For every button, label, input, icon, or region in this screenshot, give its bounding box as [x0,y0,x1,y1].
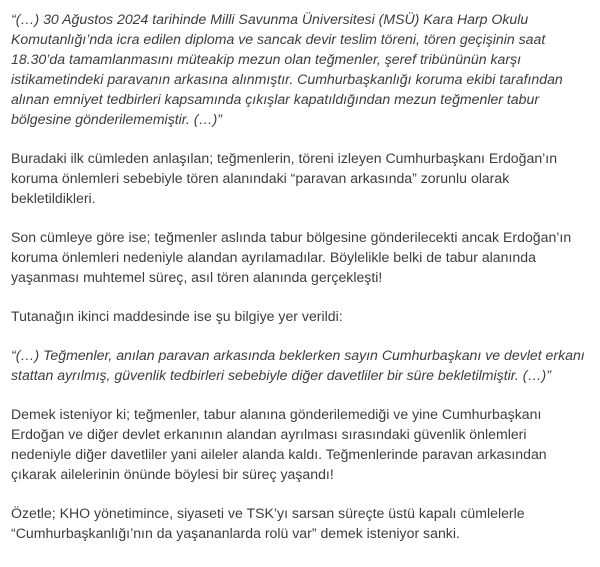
paragraph: Demek isteniyor ki; teğmenler, tabur alanına gönderilemediği ve yine Cumhurbaşkanı Erdoğan ve diğer devlet erkanının alandan ayrılması sırasındaki güvenlik önlemleri nedeniyle diğer davetliler yani aileler alanda kaldı. Teğmenlerinde paravan arkasından çıkarak ailelerinin önünde böylesi bir süreç yaşandı! [11,406,547,482]
paragraph: Son cümleye göre ise; teğmenler aslında tabur bölgesine gönderilecekti ancak Erdoğan’ın koruma önlemleri nedeniyle alandan ayrılamadılar. Böylelikle belki de tabur alanında yaşanması muhtemel süreç, asıl tören alanında gerçekleşti! [11,229,572,285]
paragraph: Özetle; KHO yönetimince, siyaseti ve TSK’yı sarsan süreçte üstü kapalı cümlelerle “Cumhurbaşkanlığı’nın da yaşananlarda rolü var” demek isteniyor sanki. [11,505,525,541]
block-quote: “(…) Teğmenler, anılan paravan arkasında beklerken sayın Cumhurbaşkanı ve devlet erkanı stattan ayrılmış, güvenlik tedbirleri sebebiyle diğer davetliler bir süre bekletilmiştir. (…)” [11,347,585,383]
paragraph: Tutanağın ikinci maddesinde ise şu bilgiye yer verildi: [11,308,343,324]
block-quote: “(…) 30 Ağustos 2024 tarihinde Milli Savunma Üniversitesi (MSÜ) Kara Harp Okulu Komutanlığı’nda icra edilen diploma ve sancak devir teslim töreni, tören geçişinin saat 18.30’da tamamlanmasını müteakip mezun olan teğmenler, şeref tribününün karşı istikametindeki paravanın arkasına alınmıştır. Cumhurbaşkanlığı koruma ekibi tarafından alınan emniyet tedbirleri kapsamında çıkışlar kapatıldığından mezun teğmenler tabur bölgesine gönderilememiştir. (…)” [11,11,563,127]
paragraph: Buradaki ilk cümleden anlaşılan; teğmenlerin, töreni izleyen Cumhurbaşkanı Erdoğan’ın koruma önlemleri sebebiyle tören alanındaki “paravan arkasında” zorunlu olarak bekletildikleri. [11,150,558,206]
